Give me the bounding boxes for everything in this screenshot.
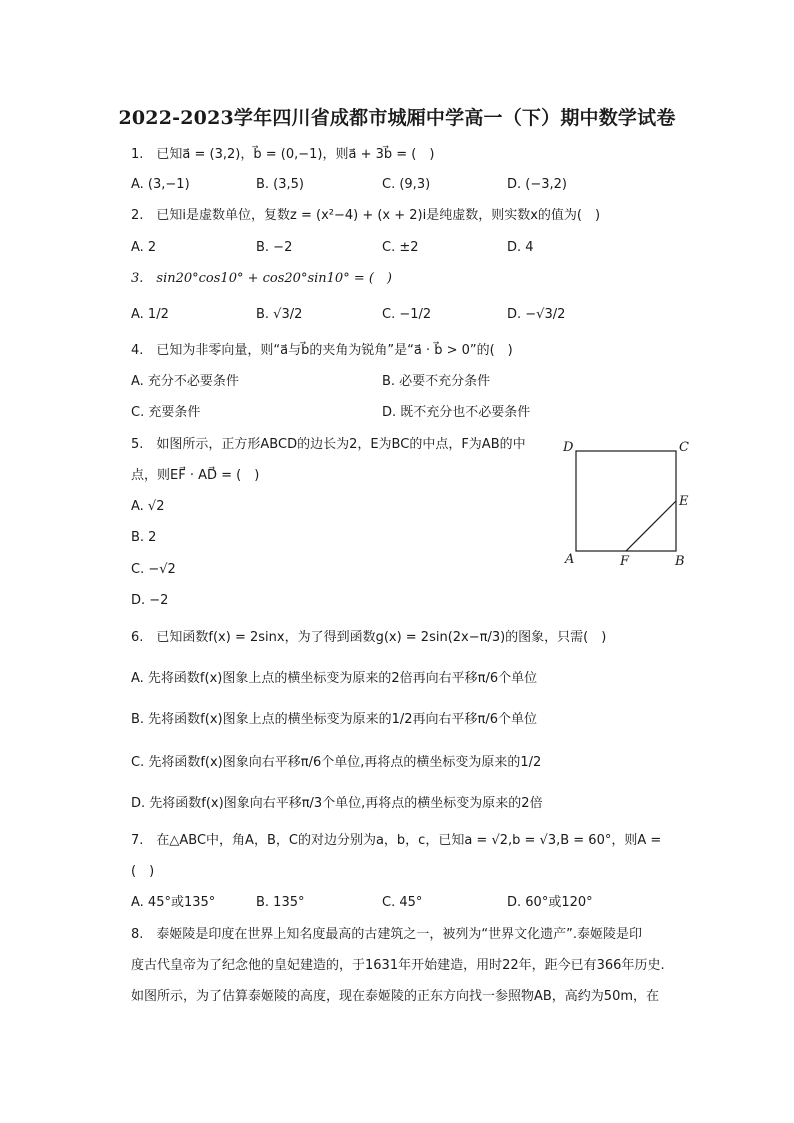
question-7-stem-line-2: ( ) bbox=[131, 864, 155, 879]
question-6-option-c: C. 先将函数f(x)图象向右平移π/6个单位,再将点的横坐标变为原来的1/2 bbox=[131, 755, 542, 770]
question-5-option-a: A. √2 bbox=[131, 499, 165, 514]
question-2-option-b: B. −2 bbox=[256, 240, 293, 255]
question-5-stem-line-2: 点，则EF⃗ · AD⃗ = ( ) bbox=[131, 468, 260, 483]
question-5-option-d: D. −2 bbox=[131, 593, 169, 608]
question-6-option-b: B. 先将函数f(x)图象上点的横坐标变为原来的1/2再向右平移π/6个单位 bbox=[131, 712, 537, 727]
question-5-option-b: B. 2 bbox=[131, 530, 157, 545]
label-a: A bbox=[565, 552, 575, 567]
square-abcd bbox=[576, 451, 676, 551]
question-7-option-a: A. 45°或135° bbox=[131, 895, 216, 910]
question-1-option-d: D. (−3,2) bbox=[507, 177, 567, 192]
question-2-option-c: C. ±2 bbox=[382, 240, 419, 255]
label-e: E bbox=[679, 494, 689, 509]
question-4-stem: 4. 已知为非零向量，则“a⃗与b⃗的夹角为锐角”是“a⃗ · b⃗ > 0”的( ) bbox=[131, 343, 513, 358]
label-f: F bbox=[620, 554, 630, 569]
question-7-option-d: D. 60°或120° bbox=[507, 895, 593, 910]
question-5-stem-line-1: 5. 如图所示，正方形ABCD的边长为2，E为BC的中点，F为AB的中 bbox=[131, 437, 526, 452]
question-8-line-3: 如图所示，为了估算泰姬陵的高度，现在泰姬陵的正东方向找一参照物AB，高约为50m，在 bbox=[131, 989, 660, 1004]
question-5-option-c: C. −√2 bbox=[131, 562, 176, 577]
question-4-option-a: A. 充分不必要条件 bbox=[131, 374, 239, 389]
question-1-option-c: C. (9,3) bbox=[382, 177, 431, 192]
label-b: B bbox=[675, 554, 685, 569]
question-3-option-a: A. 1/2 bbox=[131, 307, 169, 322]
question-1-option-b: B. (3,5) bbox=[256, 177, 305, 192]
question-4-option-d: D. 既不充分也不必要条件 bbox=[382, 405, 531, 420]
question-2-stem: 2. 已知i是虚数单位，复数z = (x²−4) + (x + 2)i是纯虚数，则实数x的值为( ) bbox=[131, 208, 601, 223]
question-6-stem: 6. 已知函数f(x) = 2sinx，为了得到函数g(x) = 2sin(2x−π/3)的图象，只需( ) bbox=[131, 630, 607, 645]
question-3-stem: 3. sin20°cos10° + cos20°sin10° = ( ) bbox=[131, 271, 392, 286]
question-4-option-c: C. 充要条件 bbox=[131, 405, 201, 420]
square-figure bbox=[555, 435, 705, 575]
question-8-line-1: 8. 泰姬陵是印度在世界上知名度最高的古建筑之一，被列为“世界文化遗产”.泰姬陵是印 bbox=[131, 927, 643, 942]
label-c: C bbox=[679, 440, 689, 455]
question-3-option-b: B. √3/2 bbox=[256, 307, 303, 322]
question-1-option-a: A. (3,−1) bbox=[131, 177, 190, 192]
question-3-option-c: C. −1/2 bbox=[382, 307, 432, 322]
segment-ef bbox=[626, 501, 676, 551]
question-2-option-d: D. 4 bbox=[507, 240, 534, 255]
question-2-option-a: A. 2 bbox=[131, 240, 157, 255]
question-7-option-b: B. 135° bbox=[256, 895, 305, 910]
question-7-option-c: C. 45° bbox=[382, 895, 423, 910]
question-8-line-2: 度古代皇帝为了纪念他的皇妃建造的，于1631年开始建造，用时22年，距今已有366年历史. bbox=[131, 958, 665, 973]
question-3-option-d: D. −√3/2 bbox=[507, 307, 566, 322]
page-title: 2022-2023学年四川省成都市城厢中学高一（下）期中数学试卷 bbox=[118, 107, 676, 129]
question-7-stem-line-1: 7. 在△ABC中，角A，B，C的对边分别为a，b，c，已知a = √2,b = √3,B = 60°，则A = bbox=[131, 833, 662, 848]
question-6-option-a: A. 先将函数f(x)图象上点的横坐标变为原来的2倍再向右平移π/6个单位 bbox=[131, 671, 538, 686]
question-6-option-d: D. 先将函数f(x)图象向右平移π/3个单位,再将点的横坐标变为原来的2倍 bbox=[131, 796, 543, 811]
question-1-stem: 1. 已知a⃗ = (3,2)，b⃗ = (0,−1)，则a⃗ + 3b⃗ = ( ) bbox=[131, 147, 435, 162]
question-4-option-b: B. 必要不充分条件 bbox=[382, 374, 491, 389]
label-d: D bbox=[563, 440, 574, 455]
